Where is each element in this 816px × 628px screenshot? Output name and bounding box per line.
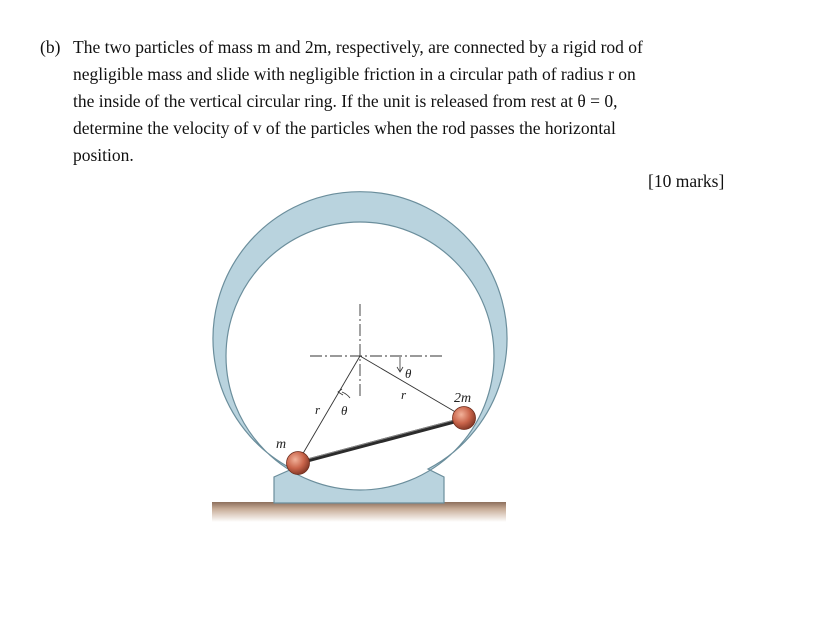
marks-label: [10 marks]: [648, 171, 725, 191]
rigid-rod-highlight: [298, 418, 464, 462]
rigid-rod: [298, 419, 464, 463]
question-line-2: negligible mass and slide with negligible friction in a circular path of radius r on: [73, 64, 636, 84]
label-theta-left: θ: [341, 403, 348, 418]
theta-left-arc: [342, 392, 350, 398]
question-label: (b): [40, 37, 61, 57]
label-theta-top: θ: [405, 366, 412, 381]
label-r-left: r: [315, 402, 321, 417]
particle-m: [287, 452, 310, 475]
particle-2m: [453, 407, 476, 430]
radius-line-right: [360, 356, 464, 417]
question-line-1: The two particles of mass m and 2m, respectively, are connected by a rigid rod of: [73, 37, 643, 57]
question-line-5: position.: [73, 145, 134, 165]
label-r-right: r: [401, 387, 407, 402]
label-2m: 2m: [454, 391, 472, 406]
question-line-4: determine the velocity of v of the particles when the rod passes the horizontal: [73, 118, 616, 138]
ground: [212, 502, 506, 522]
question-line-3: the inside of the vertical circular ring. If the unit is released from rest at θ = 0,: [73, 91, 618, 111]
label-m: m: [276, 437, 287, 452]
radius-line-left: [298, 356, 360, 462]
